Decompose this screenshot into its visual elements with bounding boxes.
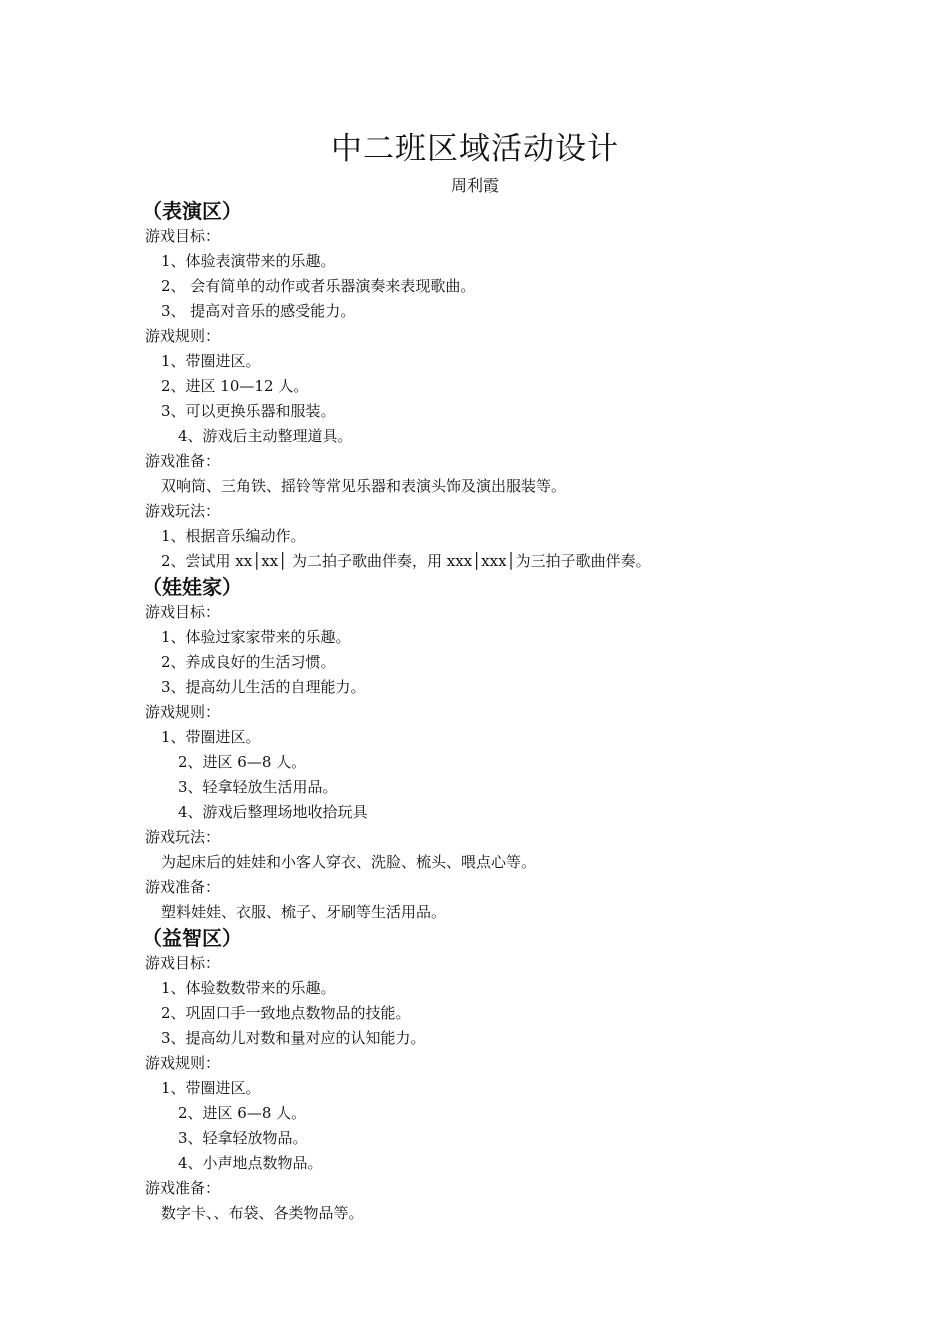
list-item: 3、提高幼儿生活的自理能力。 <box>161 678 366 696</box>
list-item: 3、轻拿轻放生活用品。 <box>178 778 338 796</box>
section-performance <box>142 198 845 574</box>
block-label: 游戏目标： <box>145 227 221 245</box>
block-label: 游戏规则： <box>145 703 221 721</box>
document-title: 中二班区域活动设计 <box>331 131 619 167</box>
list-item: 3、 提高对音乐的感受能力。 <box>161 302 356 320</box>
list-item: 2、养成良好的生活习惯。 <box>161 653 336 671</box>
list-item: 1、带圈进区。 <box>161 1079 261 1097</box>
section-doll-house <box>142 574 845 925</box>
block-label: 游戏玩法： <box>145 502 221 520</box>
list-item: 为起床后的娃娃和小客人穿衣、洗脸、梳头、喂点心等。 <box>161 853 537 871</box>
list-item: 3、提高幼儿对数和量对应的认知能力。 <box>161 1029 426 1047</box>
list-item: 2、尝试用 xx│xx│ 为二拍子歌曲伴奏，用 xxx│xxx│为三拍子歌曲伴奏。 <box>161 552 651 570</box>
list-item: 数字卡、、布袋、各类物品等。 <box>161 1204 364 1222</box>
author-name: 周利霞 <box>450 176 499 195</box>
block-label: 游戏目标： <box>145 603 221 621</box>
list-item: 4、小声地点数物品。 <box>178 1154 323 1172</box>
block-label: 游戏目标： <box>145 954 221 972</box>
block-label: 游戏准备： <box>145 878 221 896</box>
list-item: 塑料娃娃、衣服、梳子、牙刷等生活用品。 <box>161 903 447 921</box>
list-item: 2、巩固口手一致地点数物品的技能。 <box>161 1004 411 1022</box>
list-item: 2、进区 6—8 人。 <box>178 1104 307 1122</box>
document-body <box>142 198 845 1226</box>
list-item: 1、带圈进区。 <box>161 352 261 370</box>
list-item: 2、 会有简单的动作或者乐器演奏来表现歌曲。 <box>161 277 476 295</box>
block-label: 游戏玩法： <box>145 828 221 846</box>
list-item: 2、进区 10—12 人。 <box>161 377 309 395</box>
list-item: 1、体验表演带来的乐趣。 <box>161 252 336 270</box>
section-puzzle <box>142 925 845 1226</box>
section-heading: （娃娃家） <box>142 575 242 599</box>
block-label: 游戏准备： <box>145 452 221 470</box>
list-item: 2、进区 6—8 人。 <box>178 753 307 771</box>
list-item: 4、游戏后主动整理道具。 <box>178 427 353 445</box>
list-item: 3、可以更换乐器和服装。 <box>161 402 336 420</box>
list-item: 双响筒、三角铁、摇铃等常见乐器和表演头饰及演出服装等。 <box>161 477 567 495</box>
list-item: 1、体验数数带来的乐趣。 <box>161 979 336 997</box>
list-item: 3、轻拿轻放物品。 <box>178 1129 308 1147</box>
list-item: 1、带圈进区。 <box>161 728 261 746</box>
block-label: 游戏规则： <box>145 1054 221 1072</box>
block-label: 游戏准备： <box>145 1179 221 1197</box>
list-item: 1、根据音乐编动作。 <box>161 527 306 545</box>
list-item: 4、游戏后整理场地收拾玩具 <box>178 803 368 821</box>
section-heading: （益智区） <box>142 926 242 950</box>
list-item: 1、体验过家家带来的乐趣。 <box>161 628 351 646</box>
section-heading: （表演区） <box>142 199 242 223</box>
block-label: 游戏规则： <box>145 327 221 345</box>
